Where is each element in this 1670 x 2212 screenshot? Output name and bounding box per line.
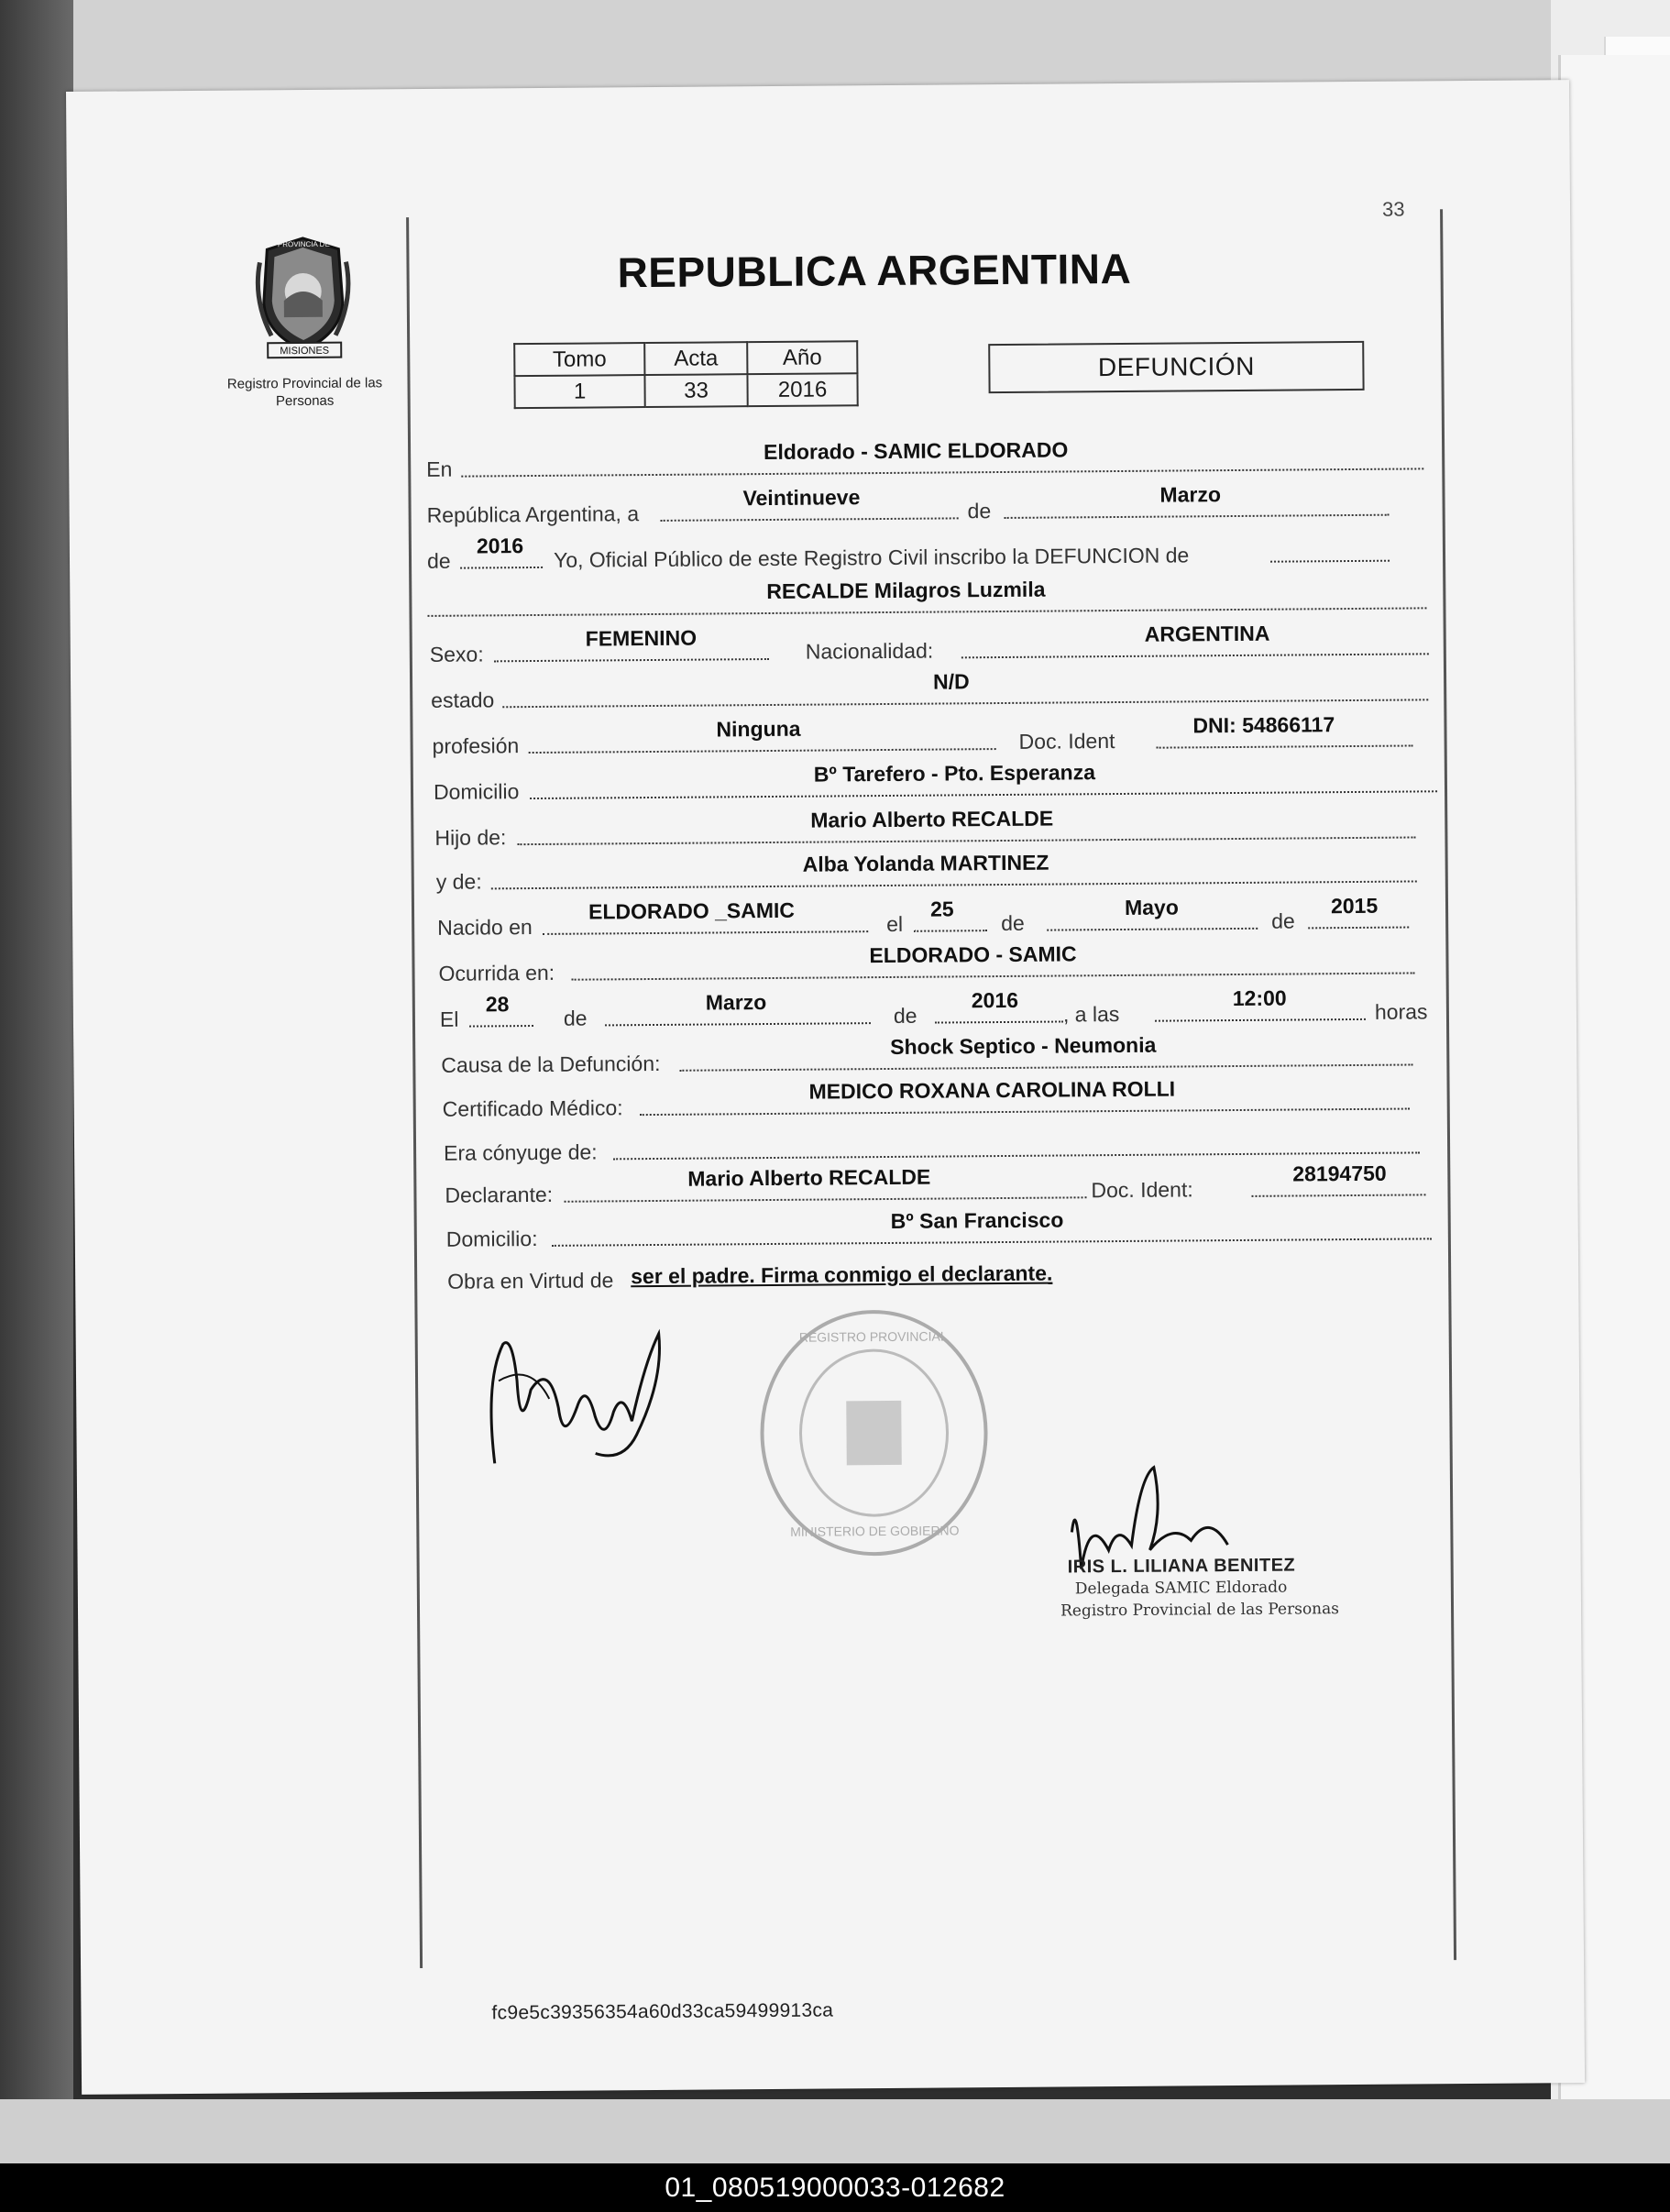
row-basis	[447, 1250, 1456, 1295]
declarant-signature	[476, 1325, 697, 1482]
birth-day-value: 25	[929, 897, 954, 921]
sex-value: FEMENINO	[585, 625, 698, 651]
death-de2-label: de	[893, 1003, 917, 1028]
month-value: Marzo	[1159, 482, 1222, 507]
year-value: 2016	[476, 534, 524, 558]
born-in-label: Nacido en	[437, 915, 533, 940]
death-time-field	[1155, 985, 1366, 1022]
child-of-label: Hijo de:	[434, 825, 507, 850]
declarant-address-field	[552, 1208, 1432, 1247]
certificate-value: MEDICO ROXANA CAROLINA ROLLI	[808, 1076, 1176, 1104]
row-statement	[427, 530, 1435, 575]
birth-month-value: Mayo	[1124, 895, 1179, 919]
mother-field	[491, 851, 1417, 889]
nationality-field	[961, 623, 1429, 658]
ref-header-tomo: Tomo	[514, 343, 644, 376]
ref-header-acta: Acta	[644, 342, 747, 375]
day-words-field	[660, 485, 958, 522]
declarant-doc-value: 28194750	[1292, 1161, 1387, 1186]
birth-month-field	[1047, 895, 1258, 931]
born-in-field	[543, 897, 868, 935]
death-day-value: 28	[485, 992, 510, 1017]
declarant-value: Mario Alberto RECALDE	[687, 1164, 931, 1191]
certificate-label: Certificado Médico:	[442, 1095, 623, 1121]
emblem-bottom-text: MISIONES	[280, 345, 330, 358]
civil-status-value: N/D	[932, 669, 970, 694]
basis-label: Obra en Virtud de	[447, 1268, 614, 1293]
province-emblem-icon	[250, 235, 357, 364]
officer-name: IRIS L. LILIANA BENITEZ	[1067, 1555, 1296, 1578]
declarant-doc-field	[1251, 1161, 1425, 1196]
cause-label: Causa de la Defunción:	[441, 1051, 661, 1077]
row-birth	[437, 893, 1445, 941]
death-year-value: 2016	[971, 987, 1019, 1013]
row-spouse	[444, 1122, 1452, 1167]
statement-tail-field	[1270, 531, 1390, 563]
sex-field	[494, 625, 769, 662]
cause-field	[679, 1034, 1412, 1071]
declarant-label: Declarante:	[445, 1182, 554, 1207]
row-address	[434, 761, 1442, 806]
row-profession-doc	[432, 712, 1440, 760]
profession-value: Ninguna	[716, 716, 801, 742]
civil-status-label: estado	[431, 688, 495, 712]
hours-label: horas	[1374, 999, 1428, 1024]
place-field	[461, 438, 1423, 477]
spouse-field	[613, 1122, 1420, 1160]
death-year-field	[935, 987, 1063, 1023]
ref-header-ano: Año	[747, 341, 857, 374]
row-sex-nationality	[430, 623, 1438, 668]
row-certificate	[443, 1078, 1451, 1123]
year-de-label: de	[426, 548, 451, 573]
place-value: Eldorado - SAMIC ELDORADO	[764, 437, 1069, 465]
at-label: , a las	[1062, 1002, 1120, 1027]
background-left	[0, 0, 73, 2163]
birth-year-field	[1308, 893, 1409, 930]
ref-value-acta: 33	[644, 374, 747, 407]
row-occurred	[438, 942, 1446, 987]
deceased-name-value: RECALDE Milagros Luzmila	[766, 577, 1046, 604]
row-death-date	[439, 985, 1448, 1033]
declarant-address-value: Bº San Francisco	[890, 1207, 1064, 1233]
occurred-label: Ocurrida en:	[438, 960, 555, 985]
declarant-doc-label: Doc. Ident:	[1091, 1177, 1193, 1203]
month-de-label: de	[967, 499, 992, 523]
row-declarant-address	[446, 1208, 1455, 1253]
address-field	[530, 761, 1437, 799]
row-declarant	[445, 1161, 1453, 1209]
death-day-field	[469, 992, 533, 1028]
officer-role: Delegada SAMIC Eldorado	[1074, 1578, 1288, 1599]
sex-label: Sexo:	[429, 642, 484, 666]
scan-footer: 01_080519000033-012682	[0, 2163, 1670, 2212]
document-hash: fc9e5c39356354a60d33ca59499913ca	[491, 1999, 834, 2024]
occurred-field	[571, 942, 1414, 980]
country-label: República Argentina, a	[426, 501, 640, 527]
doc-value: DNI: 54866117	[1192, 712, 1335, 738]
row-place	[426, 438, 1434, 483]
svg-text:MINISTERIO DE GOBIERNO: MINISTERIO DE GOBIERNO	[790, 1523, 960, 1539]
father-field	[517, 807, 1415, 845]
death-time-value: 12:00	[1232, 985, 1287, 1011]
row-date	[426, 484, 1434, 529]
father-value: Mario Alberto RECALDE	[810, 806, 1054, 832]
born-in-value: ELDORADO _SAMIC	[588, 897, 796, 924]
document-title: REPUBLICA ARGENTINA	[617, 244, 1132, 297]
declarant-address-label: Domicilio:	[445, 1226, 538, 1251]
row-civil-status	[431, 669, 1439, 714]
official-stamp	[753, 1304, 994, 1562]
profession-label: profesión	[432, 733, 520, 758]
death-de1-label: de	[563, 1006, 588, 1030]
deceased-name-field	[427, 578, 1426, 617]
profession-field	[528, 716, 995, 754]
act-type-box: DEFUNCIÓN	[988, 341, 1364, 393]
and-of-label: y de:	[435, 869, 482, 894]
death-month-value: Marzo	[705, 990, 767, 1015]
row-mother	[436, 851, 1445, 896]
birth-day-field	[914, 897, 987, 932]
birth-year-value: 2015	[1330, 893, 1379, 919]
nationality-value: ARGENTINA	[1144, 621, 1270, 646]
death-month-field	[605, 990, 871, 1026]
death-el-label: El	[439, 1007, 459, 1031]
occurred-value: ELDORADO - SAMIC	[869, 941, 1077, 968]
year-field	[460, 534, 543, 569]
ref-value-ano: 2016	[747, 373, 857, 406]
civil-status-field	[502, 669, 1428, 708]
month-field	[1004, 482, 1389, 519]
officer-office: Registro Provincial de las Personas	[1060, 1600, 1340, 1621]
birth-el-label: el	[886, 911, 904, 936]
death-certificate-page	[66, 80, 1585, 2095]
cause-value: Shock Septico - Neumonia	[890, 1032, 1157, 1059]
row-father	[434, 807, 1443, 852]
birth-de2-label: de	[1271, 908, 1295, 933]
registry-label: Registro Provincial de las Personas	[226, 375, 383, 410]
row-deceased-name	[427, 578, 1435, 622]
reference-table	[513, 340, 859, 409]
svg-text:REGISTRO PROVINCIAL: REGISTRO PROVINCIAL	[798, 1328, 948, 1345]
doc-label: Doc. Ident	[1018, 729, 1115, 754]
address-label: Domicilio	[433, 779, 520, 804]
background-bottom	[0, 2099, 1670, 2163]
certificate-field	[640, 1076, 1410, 1117]
day-words-value: Veintinueve	[742, 485, 861, 511]
left-margin-line	[406, 217, 423, 1968]
mother-value: Alba Yolanda MARTINEZ	[802, 850, 1049, 876]
ref-value-tomo: 1	[514, 375, 644, 408]
row-cause	[441, 1034, 1449, 1079]
place-label: En	[426, 457, 453, 481]
nationality-label: Nacionalidad:	[805, 638, 934, 664]
doc-field	[1156, 712, 1412, 748]
birth-de1-label: de	[1001, 910, 1025, 936]
page-number: 33	[1381, 197, 1405, 221]
emblem-top-text: PROVINCIA DE	[277, 239, 330, 249]
address-value: Bº Tarefero - Pto. Esperanza	[813, 760, 1096, 787]
basis-value: ser el padre. Firma conmigo el declarante.	[631, 1260, 1053, 1289]
spouse-label: Era cónyuge de:	[444, 1139, 598, 1165]
statement-text: Yo, Oficial Público de este Registro Civil inscribo la DEFUNCION de	[553, 543, 1190, 572]
declarant-field	[564, 1164, 1086, 1202]
